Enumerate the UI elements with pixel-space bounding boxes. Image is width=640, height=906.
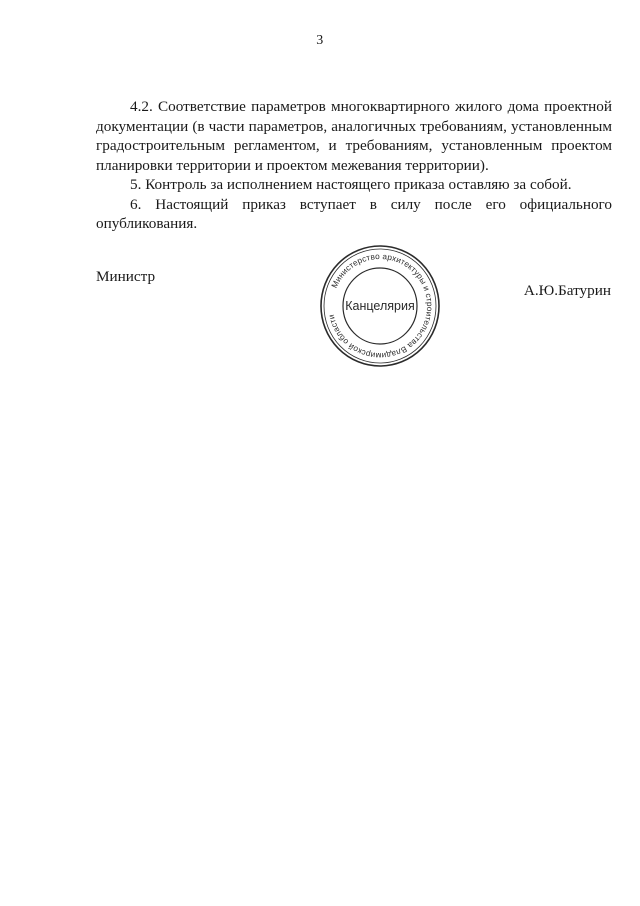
- signatory-name: А.Ю.Батурин: [523, 282, 611, 299]
- signatory-position: Министр: [96, 268, 156, 285]
- seal-ring-text: Министерство архитектуры и строительства Владимирской области: [326, 251, 435, 361]
- document-body: [96, 97, 612, 234]
- paragraph-6: 6. Настоящий приказ вступает в силу после его официального опубликования.: [96, 195, 612, 232]
- paragraph-4-2: 4.2. Соответствие параметров многоквартирного жилого дома проектной документации (в части параметров, аналогичных требованиям, установленным градостроительным регламентом, и требованиям, установленным проектом планировки территории и проектом межевания территории).: [96, 98, 612, 174]
- official-seal-stamp: [318, 243, 442, 369]
- page-number: 3: [316, 33, 324, 48]
- seal-center-text: Канцелярия: [345, 299, 415, 313]
- paragraph-5: 5. Контроль за исполнением настоящего приказа оставляю за собой.: [130, 176, 572, 193]
